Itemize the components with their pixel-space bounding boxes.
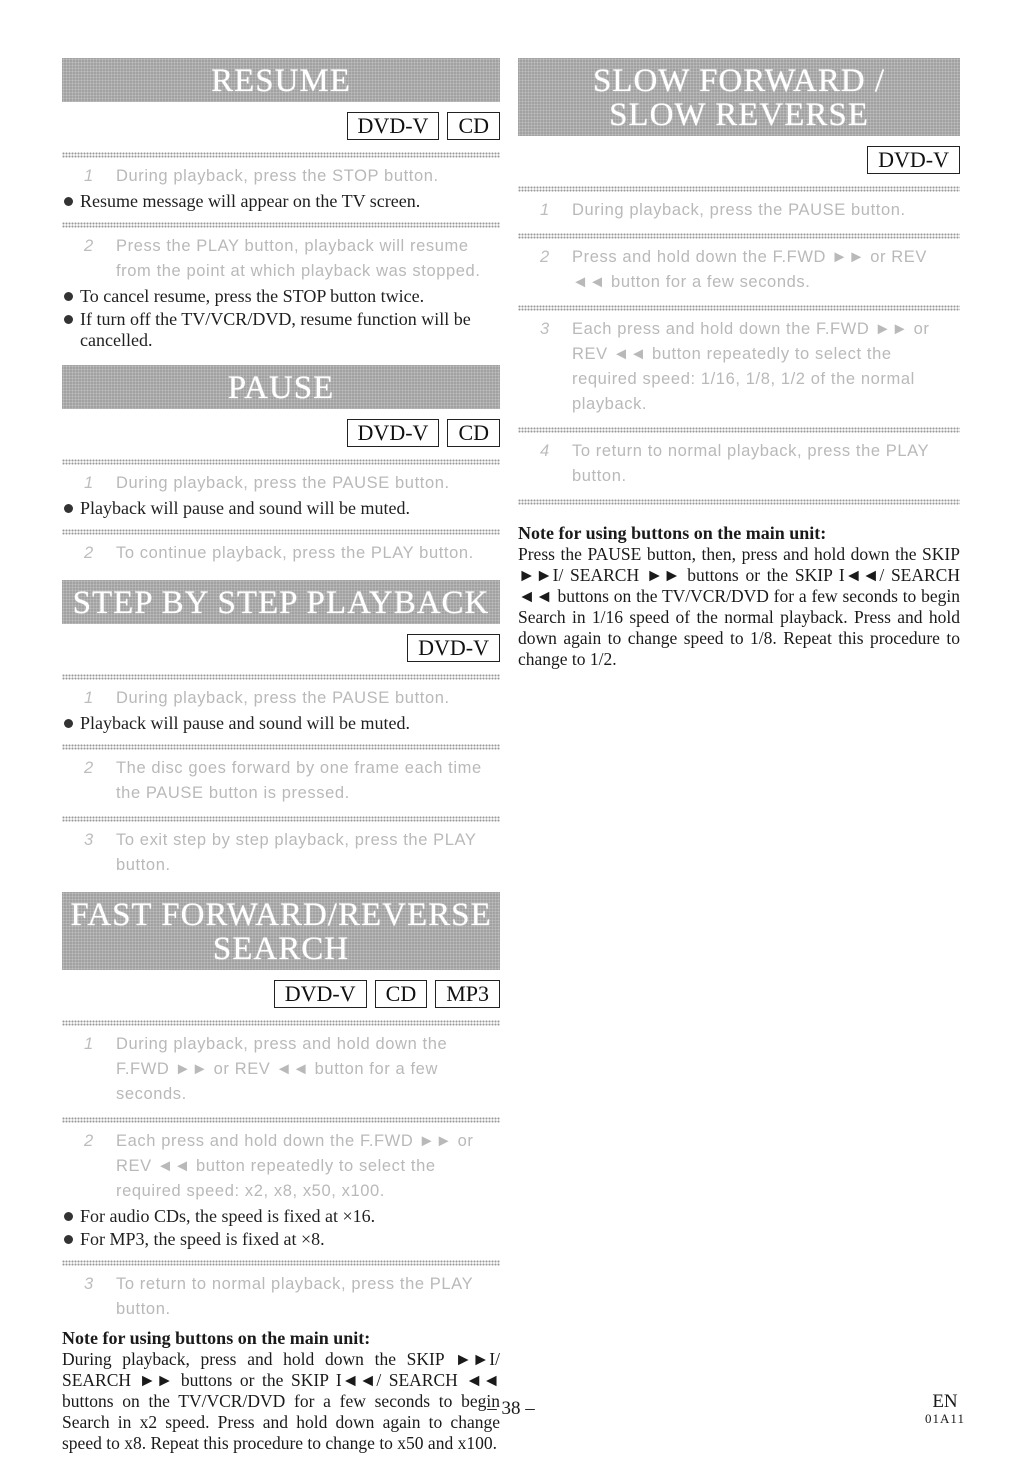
language-marker xyxy=(920,1392,970,1426)
step-number: 2 xyxy=(84,1132,94,1150)
fast-search-bullet-2: For MP3, the speed is fixed at ×8. xyxy=(62,1229,500,1250)
dotted-divider xyxy=(62,1260,500,1266)
step-text: To exit step by step playback, press the PLAY button. xyxy=(116,831,477,874)
slow-step-1 xyxy=(518,198,960,223)
step-text: Each press and hold down the F.FWD ►► or REV ◄◄ button repeatedly to select the required speed: x2, x8, x50, x100. xyxy=(116,1132,474,1200)
step-by-step-disc-tags xyxy=(62,634,500,664)
dotted-divider xyxy=(62,152,500,158)
resume-title: RESUME xyxy=(211,63,351,99)
step-text: During playback, press the PAUSE button. xyxy=(116,689,450,707)
step-text: During playback, press the STOP button. xyxy=(116,167,439,185)
fast-search-step-2 xyxy=(62,1129,500,1204)
step-number: 1 xyxy=(84,689,94,707)
step-text: Press the PLAY button, playback will resume from the point at which playback was stopped. xyxy=(116,237,481,280)
step-text: During playback, press the PAUSE button. xyxy=(572,201,906,219)
pause-bullet-1: Playback will pause and sound will be muted. xyxy=(62,498,500,519)
step-text: During playback, press the PAUSE button. xyxy=(116,474,450,492)
slow-title-line-1: SLOW FORWARD / xyxy=(592,63,886,99)
step-text: During playback, press and hold down the F.FWD ►► or REV ◄◄ button for a few seconds. xyxy=(116,1035,448,1103)
fast-search-disc-tags xyxy=(62,980,500,1010)
dotted-divider xyxy=(518,186,960,192)
resume-heading xyxy=(62,58,500,102)
step-by-step-step-3 xyxy=(62,828,500,878)
step-number: 1 xyxy=(84,1035,94,1053)
step-by-step-step-1 xyxy=(62,686,500,711)
fast-search-note-body: During playback, press and hold down the SKIP ►►I/ SEARCH ►► buttons or the SKIP I◄◄/ SEARCH ◄◄ buttons on the TV/VCR/DVD for a few seconds to begin Search in x2 speed. Press and hold down again to change speed to x8. Repeat this procedure to change to x50 and x100. xyxy=(62,1349,500,1453)
page-number: – 38 – xyxy=(487,1398,535,1419)
step-text: Press and hold down the F.FWD ►► or REV ◄◄ button for a few seconds. xyxy=(572,248,928,291)
fast-search-note-title: Note for using buttons on the main unit: xyxy=(62,1328,371,1348)
fast-search-step-1 xyxy=(62,1032,500,1107)
fast-search-heading xyxy=(62,892,500,970)
dotted-divider xyxy=(62,744,500,750)
language-code: EN xyxy=(932,1391,958,1412)
fast-search-bullet-1: For audio CDs, the speed is fixed at ×16. xyxy=(62,1206,500,1227)
slow-note-title: Note for using buttons on the main unit: xyxy=(518,523,827,543)
step-by-step-section xyxy=(62,580,500,878)
disc-tag-cd: CD xyxy=(447,419,500,447)
dotted-divider xyxy=(518,427,960,433)
dotted-divider xyxy=(518,233,960,239)
fast-search-title-line-1: FAST FORWARD/REVERSE xyxy=(70,897,492,933)
slow-title-line-2: SLOW REVERSE xyxy=(609,97,869,133)
resume-bullet-3: If turn off the TV/VCR/DVD, resume function will be cancelled. xyxy=(62,309,500,351)
fast-search-section xyxy=(62,892,500,1454)
fast-search-title-line-2: SEARCH xyxy=(212,931,350,967)
dotted-divider xyxy=(62,1020,500,1026)
dotted-divider xyxy=(62,222,500,228)
slow-disc-tags xyxy=(518,146,960,176)
step-text: To continue playback, press the PLAY button. xyxy=(116,544,474,562)
step-number: 3 xyxy=(84,1275,94,1293)
fast-search-step-3 xyxy=(62,1272,500,1322)
slow-note-body: Press the PAUSE button, then, press and hold down the SKIP ►►I/ SEARCH ►► buttons or the SKIP I◄◄/ SEARCH ◄◄ buttons on the TV/VCR/DVD for a few seconds to begin Search in 1/16 speed of the normal playback. Press and hold down again to change speed to 1/8. Repeat this procedure to change to 1/2. xyxy=(518,544,960,669)
step-text: The disc goes forward by one frame each time the PAUSE button is pressed. xyxy=(116,759,482,802)
step-by-step-heading xyxy=(62,580,500,624)
dotted-divider xyxy=(62,674,500,680)
disc-tag-dvd-v: DVD-V xyxy=(347,112,440,140)
step-text: To return to normal playback, press the PLAY button. xyxy=(572,442,929,485)
resume-step-2 xyxy=(62,234,500,284)
disc-tag-dvd-v: DVD-V xyxy=(274,980,367,1008)
step-number: 1 xyxy=(84,167,94,185)
resume-step-1 xyxy=(62,164,500,189)
resume-section xyxy=(62,58,500,351)
disc-tag-dvd-v: DVD-V xyxy=(867,146,960,174)
slow-step-2 xyxy=(518,245,960,295)
resume-bullet-1: Resume message will appear on the TV screen. xyxy=(62,191,500,212)
disc-tag-cd: CD xyxy=(375,980,428,1008)
slow-section xyxy=(518,58,960,670)
right-column xyxy=(518,58,960,680)
step-number: 3 xyxy=(540,320,550,338)
step-number: 2 xyxy=(84,237,94,255)
slow-step-3 xyxy=(518,317,960,417)
step-by-step-step-2 xyxy=(62,756,500,806)
step-by-step-bullet-1: Playback will pause and sound will be muted. xyxy=(62,713,500,734)
document-code: 01A11 xyxy=(925,1411,965,1426)
step-number: 3 xyxy=(84,831,94,849)
disc-tag-mp3: MP3 xyxy=(435,980,500,1008)
step-text: Each press and hold down the F.FWD ►► or REV ◄◄ button repeatedly to select the required speed: 1/16, 1/8, 1/2 of the normal playback. xyxy=(572,320,930,413)
pause-step-1 xyxy=(62,471,500,496)
disc-tag-dvd-v: DVD-V xyxy=(347,419,440,447)
step-number: 1 xyxy=(84,474,94,492)
step-number: 2 xyxy=(84,544,94,562)
left-column xyxy=(62,58,500,1464)
disc-tag-cd: CD xyxy=(447,112,500,140)
dotted-divider xyxy=(62,459,500,465)
dotted-divider xyxy=(518,499,960,505)
dotted-divider xyxy=(62,529,500,535)
resume-disc-tags xyxy=(62,112,500,142)
pause-disc-tags xyxy=(62,419,500,449)
dotted-divider xyxy=(62,816,500,822)
step-text: To return to normal playback, press the PLAY button. xyxy=(116,1275,473,1318)
resume-bullet-2: To cancel resume, press the STOP button twice. xyxy=(62,286,500,307)
pause-title: PAUSE xyxy=(227,370,335,406)
step-by-step-title: STEP BY STEP PLAYBACK xyxy=(72,585,490,621)
dotted-divider xyxy=(62,1117,500,1123)
slow-step-4 xyxy=(518,439,960,489)
pause-heading xyxy=(62,365,500,409)
dotted-divider xyxy=(518,305,960,311)
step-number: 2 xyxy=(540,248,550,266)
step-number: 4 xyxy=(540,442,550,460)
disc-tag-dvd-v: DVD-V xyxy=(407,634,500,662)
pause-step-2 xyxy=(62,541,500,566)
step-number: 1 xyxy=(540,201,550,219)
step-number: 2 xyxy=(84,759,94,777)
slow-heading xyxy=(518,58,960,136)
pause-section xyxy=(62,365,500,566)
